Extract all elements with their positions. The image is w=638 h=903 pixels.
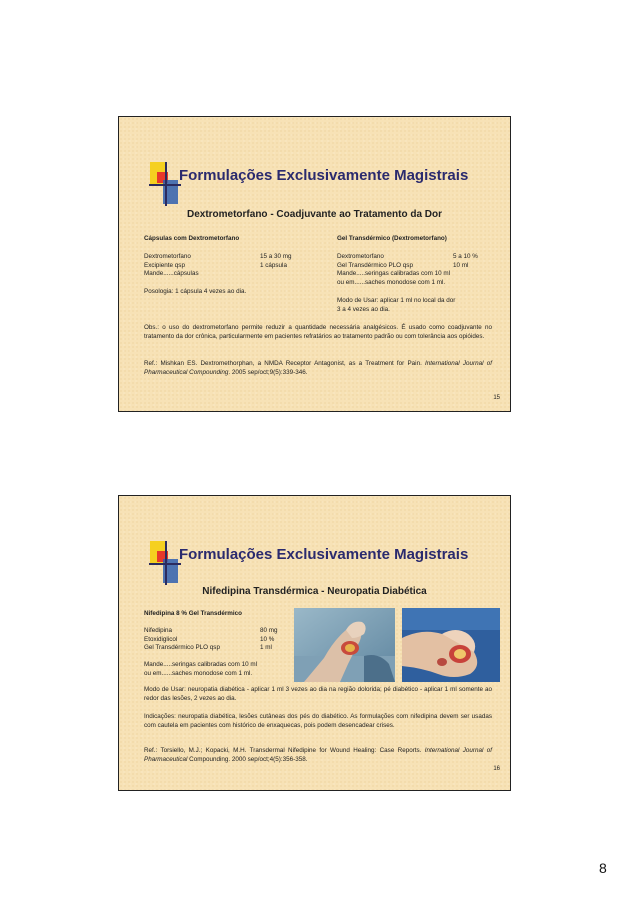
foot-lesion-photo-2 — [402, 608, 500, 682]
ingredient-qty: 1 cápsula — [260, 261, 287, 269]
dispense-line: ou em......saches monodose com 1 ml. — [144, 669, 253, 677]
dispense-line: Mande.....seringas calibradas com 10 ml — [337, 270, 451, 278]
ingredient-name: Gel Transdérmico PLO qsp — [144, 644, 220, 652]
slide-number: 15 — [493, 395, 500, 401]
ingredient-name: Mande......cápsulas — [144, 270, 199, 278]
slide-logo-icon — [149, 541, 181, 585]
reference-details: . 2005 sep/oct;9(5):339-346. — [228, 368, 308, 376]
journal-name: International Journal of Pharmaceutical — [144, 747, 493, 763]
journal-name: International Journal of Pharmaceutical Compounding — [144, 360, 492, 376]
capsules-heading: Cápsulas com Dextrometorfano — [144, 235, 240, 242]
reference-text — [144, 360, 492, 377]
ingredient-name: Excipiente qsp — [144, 261, 185, 269]
usage-line: 3 a 4 vezes ao dia. — [337, 305, 390, 313]
indications-text: Indicações: neuropatia diabética, lesões cutâneas dos pés do diabético. As formulações com nifedipina devem ser usadas com cautela em pacientes com histórico de enxaquecas, pois podem desencadear crises. — [144, 713, 492, 729]
ingredient-qty: 15 a 30 mg — [260, 253, 292, 260]
slide-subtitle: Nifedipina Transdérmica - Neuropatia Diabética — [202, 586, 427, 597]
reference-details: Compounding. 2000 sep/oct;4(5):356-358. — [187, 755, 308, 763]
foot-lesion-photo-1 — [294, 608, 395, 682]
slide-number: 16 — [493, 766, 500, 772]
ingredient-qty: 5 a 10 % — [453, 253, 478, 260]
page-number: 8 — [599, 860, 607, 876]
ingredient-name: Dextrometorfano — [144, 253, 191, 260]
reference-text — [144, 747, 492, 764]
observation-text: Obs.: o uso do dextrometorfano permite reduzir a quantidade necessária analgésicos. É usado como coadjuvante no tratamento da dor crônica, particularmente em pacientes refratários ao tratamento padrão ou com tolerância aos opióides. — [144, 324, 492, 340]
ingredient-qty: 10 ml — [453, 261, 469, 269]
slide-subtitle: Dextrometorfano - Coadjuvante ao Tratamento da Dor — [186, 209, 443, 220]
slide-title: Formulações Exclusivamente Magistrais — [179, 167, 469, 184]
slide-title: Formulações Exclusivamente Magistrais — [179, 546, 469, 563]
usage-line: Modo de Usar: aplicar 1 ml no local da dor — [337, 297, 456, 304]
dispense-line: Mande.....seringas calibradas com 10 ml — [144, 661, 258, 668]
formula-heading: Nifedipina 8 % Gel Transdérmico — [144, 610, 242, 617]
posology-text: Posologia: 1 cápsula 4 vezes ao dia. — [144, 288, 247, 295]
slide-logo-icon — [149, 162, 181, 206]
ingredient-name: Etoxidiglicol — [144, 635, 178, 643]
ingredient-qty: 1 ml — [260, 644, 272, 652]
reference-authors: Ref.: Torsiello, M.J.; Kopacki, M.H. Transdermal Nifedipine for Wound Healing: Case Reports. — [144, 747, 422, 754]
ingredient-name: Gel Transdérmico PLO qsp — [337, 261, 413, 269]
ingredient-qty: 10 % — [260, 635, 275, 643]
ingredient-name: Dextrometorfano — [337, 253, 384, 260]
usage-text: Modo de Usar: neuropatia diabética - aplicar 1 ml 3 vezes ao dia na região dolorida; pé diabético - aplicar 1 ml somente ao redor das lesões, 2 vezes ao dia. — [144, 686, 492, 702]
ingredient-qty: 80 mg — [260, 627, 278, 634]
reference-authors: Ref.: Mishkan ES. Dextromethorphan, a NMDA Receptor Antagonist, as a Treatment for Pain. — [144, 360, 422, 367]
slide-15 — [118, 116, 511, 412]
gel-heading: Gel Transdérmico (Dextrometorfano) — [337, 235, 447, 242]
ingredient-name: Nifedipina — [144, 627, 173, 634]
dispense-line: ou em......saches monodose com 1 ml. — [337, 278, 446, 286]
slide-16 — [118, 495, 511, 791]
